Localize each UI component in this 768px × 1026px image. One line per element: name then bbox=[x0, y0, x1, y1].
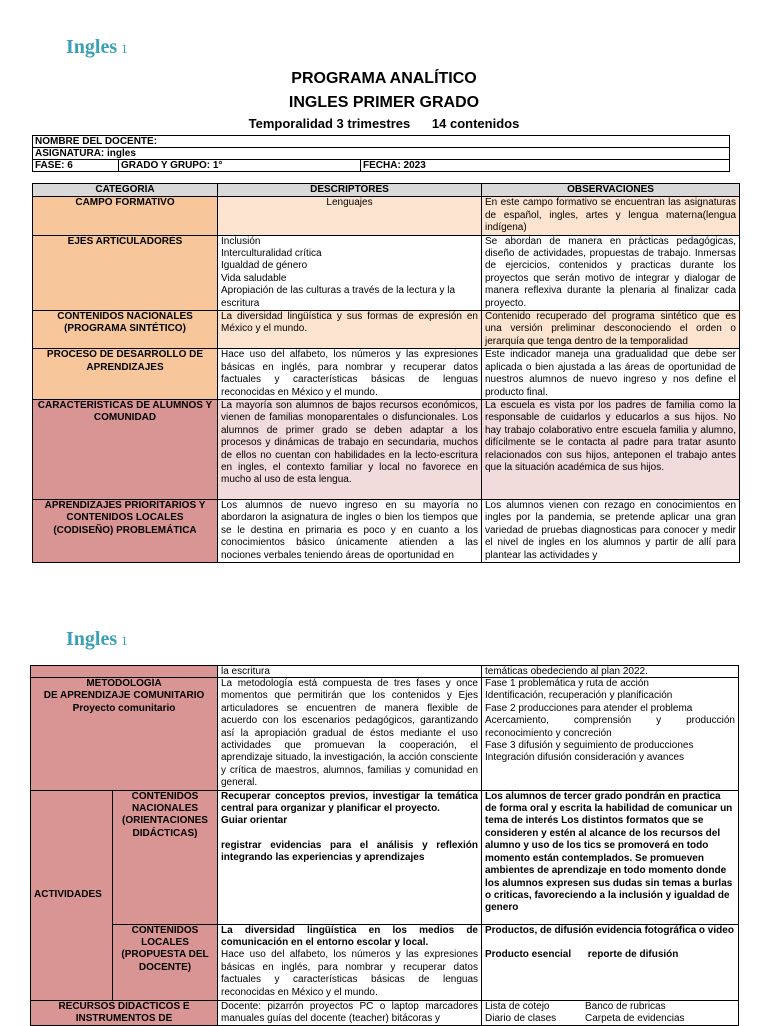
table-header-row bbox=[33, 184, 740, 197]
program-table bbox=[32, 183, 740, 563]
metodologia-title: METODOLOGÍA bbox=[86, 678, 162, 689]
aprendizajes-category: APRENDIZAJES PRIORITARIOS Y CONTENIDOS LOCALES (CODISEÑO) PROBLEMÁTICA bbox=[33, 499, 218, 562]
fecha-field: FECHA: 2023 bbox=[361, 160, 730, 172]
locales-desc-bold: La diversidad lingüística en los medios de comunicación en el entorno escolar y local. bbox=[221, 924, 478, 949]
column-header-observaciones: OBSERVACIONES bbox=[482, 184, 740, 197]
fase-line: Fase 1 problemática y ruta de acción bbox=[485, 678, 649, 689]
row-proceso-desarrollo bbox=[33, 349, 740, 400]
row-recursos bbox=[31, 1000, 739, 1025]
nacionales-category: CONTENIDOS NACIONALES (ORIENTACIONES DIDÁCTICAS) bbox=[113, 790, 218, 924]
ejes-category: EJES ARTICULADORES bbox=[33, 235, 218, 310]
fase-line: Identificación, recuperación y planificación bbox=[485, 690, 673, 702]
fase-line: Fase 3 difusión y seguimiento de producciones bbox=[485, 740, 694, 752]
locales-obs-2: Producto esencial reporte de difusión bbox=[485, 949, 679, 961]
fase-line: Acercamiento, comprensión y producción bbox=[485, 715, 735, 727]
carpeta-evidencias: Carpeta de evidencias bbox=[585, 1013, 685, 1025]
aprendizajes-observation bbox=[482, 499, 740, 562]
row-continuation bbox=[31, 666, 739, 678]
contenidos-category: CONTENIDOS NACIONALES (PROGRAMA SINTÉTICO) bbox=[33, 311, 218, 349]
metodologia-descriptor: La metodología está compuesta de tres fases y once momentos que permitirán que los contenidos y Ejes articuladores se encuentren de manera flexible de acuerdo con los escenarios pedagógicos, garantizando así la apropiación gradual de éstos mediante el uso actividades que promuevan la cooperación, el aprendizaje situado, la investigación, la acción consciente y crítica de maestros, alumnos, familias y comunidad en general. bbox=[218, 678, 482, 791]
page-header-text: Ingles bbox=[66, 628, 118, 650]
nacionales-observation: Los alumnos de tercer grado pondrán en practica de forma oral y escrita la habilidad de comunicar un tema de interés Los distintos formatos que se consideren y estén al alcance de los recursos del alumno y uso de los tics se promoverá en todo momento están contemplados. Se promueven ambientes de aprendizaje en todo momento donde los alumnos expresen sus dudas sin temas a burlas o criticas, favoreciendo a la inclusión y igualdad de genero bbox=[482, 790, 739, 924]
docente-field: NOMBRE DEL DOCENTE: bbox=[33, 136, 730, 148]
grado-field: GRADO Y GRUPO: 1° bbox=[119, 160, 361, 172]
row-actividades-nacionales bbox=[31, 790, 739, 924]
eje-item: Igualdad de género bbox=[221, 260, 308, 272]
page-header-label-2 bbox=[66, 628, 128, 651]
nacionales-desc-2: Guiar orientar bbox=[221, 815, 288, 827]
metodologia-project: Proyecto comunitario bbox=[72, 702, 176, 714]
locales-category: CONTENIDOS LOCALES (PROPUESTA DEL DOCENTE) bbox=[113, 924, 218, 1000]
recursos-observation-list bbox=[485, 1001, 735, 1025]
temporalidad: Temporalidad 3 trimestres 14 contenidos bbox=[248, 116, 520, 131]
locales-obs-1: Productos, de difusión evidencia fotográfica o video bbox=[485, 924, 734, 936]
nacionales-desc-3: registrar evidencias para el análisis y reflexión integrando las experiencias y aprendizajes bbox=[221, 839, 478, 864]
row-campo-formativo bbox=[33, 197, 740, 235]
row-contenidos-nacionales bbox=[33, 311, 740, 349]
aprendizajes-observation-text: Los alumnos vienen con rezago en conocimientos en ingles por la pandemia, se pretende aplicar una gran variedad de pruebas diagnosticas para conocer y medir el nivel de ingles en los alumnos y partir de allí para plantear las actividades y bbox=[485, 499, 736, 561]
aprendizajes-descriptor bbox=[218, 499, 482, 562]
column-header-categoria: CATEGORÍA bbox=[33, 184, 218, 197]
fase-line: Fase 2 producciones para atender el problema bbox=[485, 702, 693, 714]
continuation-observation: temáticas obedeciendo al plan 2022. bbox=[482, 666, 739, 678]
page-header-label bbox=[66, 36, 128, 59]
fase-field: FASE: 6 bbox=[33, 160, 119, 172]
proceso-descriptor: Hace uso del alfabeto, los números y las expresiones básicas en inglés, para nombrar y recuperar datos factuales y características básicas de lenguas reconocidas en México y el mundo. bbox=[218, 349, 482, 400]
program-table-continued bbox=[30, 665, 739, 1026]
nacionales-desc-1: Recuperar conceptos previos, investigar la temática central para organizar y planificar el proyecto. bbox=[221, 790, 478, 815]
document-title: PROGRAMA ANALÍTICO bbox=[291, 70, 477, 87]
row-caracteristicas bbox=[33, 399, 740, 499]
ejes-observation: Se abordan de manera en prácticas pedagógicas, diseño de actividades, propuestas de trabajo. Inmersas de ejercicios, contenidos y practicas durante los proyectos que serán motivo de integrar y dialogar de manera reflexiva durante la plenaria al finalizar cada proyecto. bbox=[482, 235, 740, 310]
caracteristicas-observation: La escuela es vista por los padres de familia como la responsable de cuidarlos y educarlos a sus hijos. No hay trabajo colaborativo entre escuela familia y alumno, difícilmente se le contacta al padre para tratar asunto relacionados con sus hijos, anteponen el trabajo antes que la situación académica de sus hijos. bbox=[482, 399, 740, 499]
info-table bbox=[32, 135, 730, 172]
lista-cotejo: Lista de cotejo bbox=[485, 1000, 550, 1012]
asignatura-field: ASIGNATURA: ingles bbox=[33, 148, 730, 160]
ejes-descriptor bbox=[218, 235, 482, 310]
page-header-number: 1 bbox=[121, 41, 128, 56]
actividades-category: ACTIVIDADES bbox=[31, 790, 113, 1000]
eje-item: Interculturalidad crítica bbox=[221, 248, 322, 260]
eje-item: Apropiación de las culturas a través de la lectura y la escritura bbox=[221, 285, 456, 309]
recursos-category bbox=[31, 1000, 218, 1025]
nacionales-descriptor bbox=[218, 790, 482, 924]
contenidos-descriptor: La diversidad lingüística y sus formas de expresión en México y el mundo. bbox=[218, 311, 482, 349]
metodologia-subtitle: DE APRENDIZAJE COMUNITARIO bbox=[43, 690, 205, 702]
metodologia-observation bbox=[482, 678, 739, 791]
campo-formativo-descriptor: Lenguajes bbox=[218, 197, 482, 235]
row-aprendizajes bbox=[33, 499, 740, 562]
row-actividades-locales bbox=[31, 924, 739, 1000]
recursos-line-2 bbox=[485, 1013, 735, 1025]
column-header-descriptores: DESCRIPTORES bbox=[218, 184, 482, 197]
locales-descriptor bbox=[218, 924, 482, 1000]
locales-observation bbox=[482, 924, 739, 1000]
contenidos-observation: Contenido recuperado del programa sintético que es una versión preliminar desconociendo el orden o jerarquía que tenga dentro de la temporalidad bbox=[482, 311, 740, 349]
proceso-observation: Este indicador maneja una gradualidad que debe ser aplicada o bien ajustada a las áreas de oportunidad de nuestros alumnos de nuevo ingreso y nos define el producto final. bbox=[482, 349, 740, 400]
continuation-descriptor: la escritura bbox=[218, 666, 482, 678]
banco-rubricas: Banco de rubricas bbox=[585, 1000, 666, 1012]
fase-line: reconocimiento y concreción bbox=[485, 727, 612, 739]
caracteristicas-descriptor: La mayoría son alumnos de bajos recursos económicos, vienen de familias monoparentales o disfuncionales. Los alumnos de primer grado se deben adaptar a los procesos y dinámicas de trabajo en secundaria, muchos de ellos no cuentan con habilidades en la lecto-escritura en ingles, el contexto familiar y local no favorece en mucho al uso de esta lengua. bbox=[218, 399, 482, 499]
proceso-category: PROCESO DE DESARROLLO DE APRENDIZAJES bbox=[33, 349, 218, 400]
locales-desc: Hace uso del alfabeto, los números y las expresiones básicas en inglés, para nombrar y recuperar datos factuales y características básicas de lenguas reconocidas en México y el mundo. bbox=[221, 949, 478, 998]
recursos-line-1 bbox=[485, 1001, 735, 1013]
eje-item: Inclusión bbox=[221, 235, 261, 247]
aprendizajes-descriptor-text: Los alumnos de nuevo ingreso en su mayoría no abordaron la asignatura de ingles o bien los tiempos que se le destina en primaria es poco y en cuanto a los conocimientos básico únicamente atienden a las nociones verbales teniendo áreas de oportunidad en bbox=[221, 499, 478, 561]
continuation-category bbox=[31, 666, 218, 678]
recursos-category-text: RECURSOS DIDACTICOS E INSTRUMENTOS DE bbox=[58, 1000, 190, 1025]
eje-item: Vida saludable bbox=[221, 272, 287, 284]
campo-formativo-category: CAMPO FORMATIVO bbox=[33, 197, 218, 235]
diario-clases: Diario de clases bbox=[485, 1013, 557, 1025]
row-metodologia bbox=[31, 678, 739, 791]
recursos-observation bbox=[482, 1000, 739, 1025]
caracteristicas-category: CARACTERÍSTICAS DE ALUMNOS Y COMUNIDAD bbox=[33, 399, 218, 499]
page-header-text: Ingles bbox=[66, 36, 118, 58]
row-ejes-articuladores bbox=[33, 235, 740, 310]
recursos-descriptor-text: Docente: pizarrón proyectos PC o laptop marcadores manuales guías del docente (teacher) bitácoras y bbox=[221, 1000, 478, 1025]
campo-formativo-observation: En este campo formativo se encuentran las asignaturas de español, ingles, artes y lengua materna(lengua indígena) bbox=[482, 197, 740, 235]
recursos-descriptor bbox=[218, 1000, 482, 1025]
fase-line: Integración difusión consideración y avances bbox=[485, 752, 685, 764]
document-subtitle: INGLES PRIMER GRADO bbox=[288, 94, 480, 111]
metodologia-category bbox=[31, 678, 218, 791]
page-header-number: 1 bbox=[121, 633, 128, 648]
